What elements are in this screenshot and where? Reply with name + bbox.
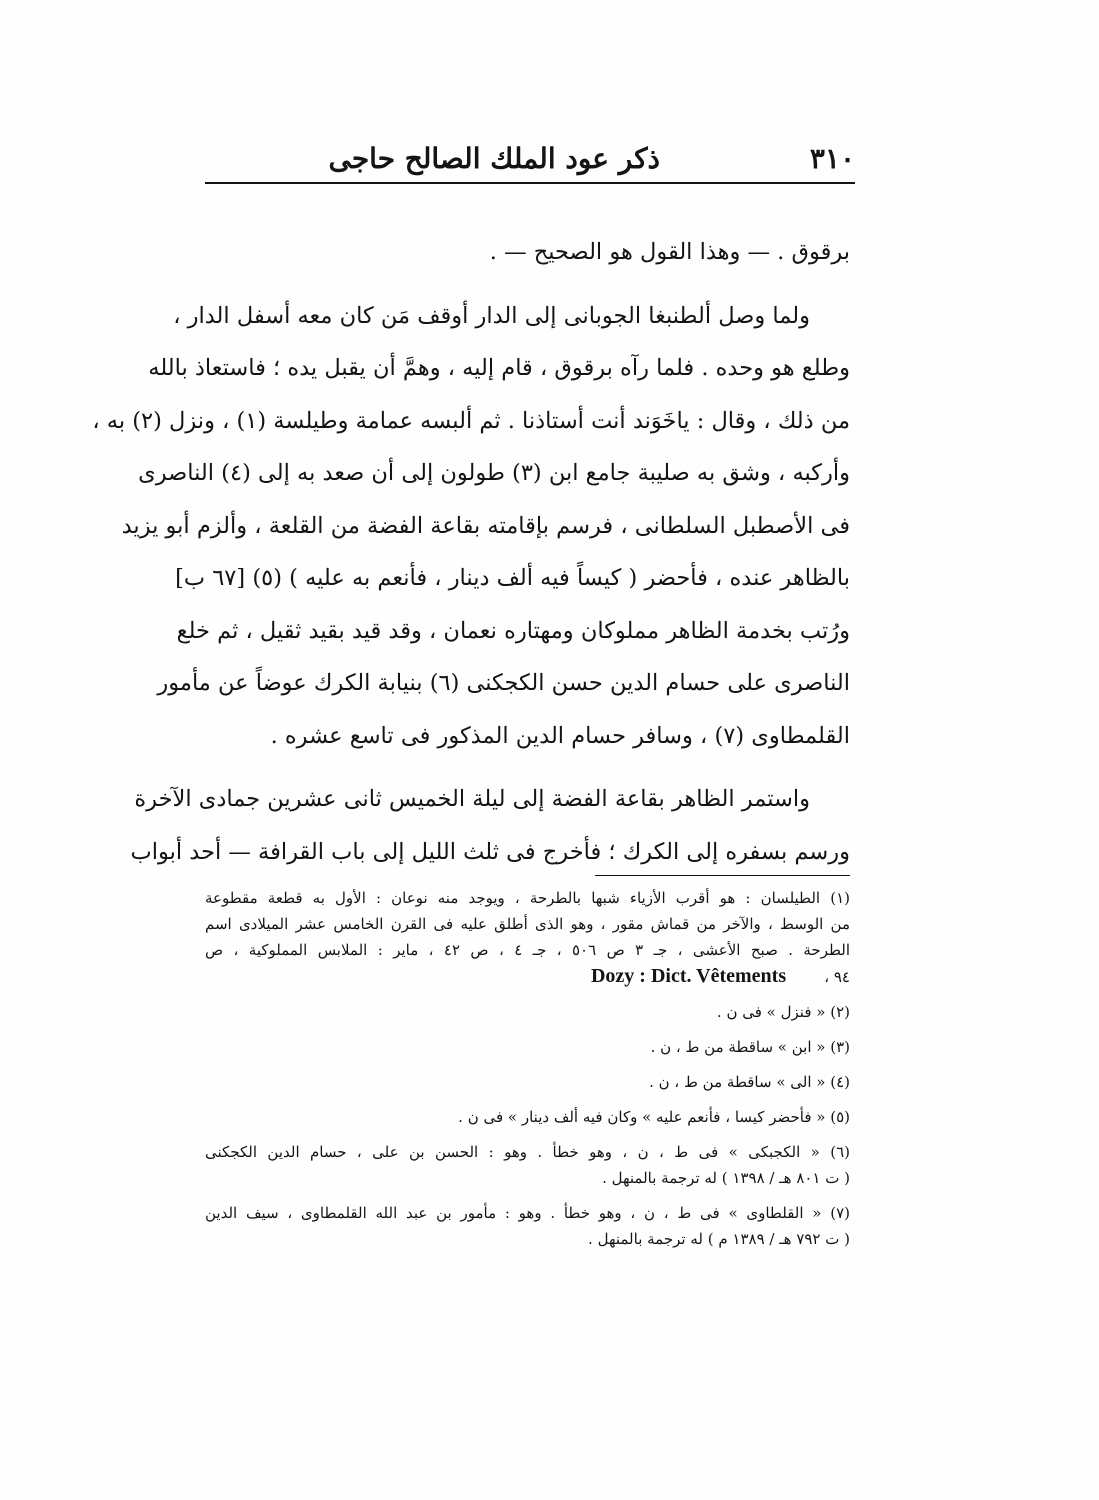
- page-header: [205, 138, 855, 178]
- text-line: ورسم بسفره إلى الكرك ؛ فأخرج فى ثلث الليل إلى باب القرافة — أحد أبواب: [130, 838, 850, 865]
- paragraph-1: [205, 226, 850, 279]
- footnote-1-page: ٩٤ ،: [824, 968, 850, 986]
- text-line: من ذلك ، وقال : ياخَوَند أنت أستاذنا . ثم ألبسه عمامة وطيلسة (١) ، ونزل (٢) به ،: [92, 407, 850, 434]
- footnote-4: (٤) « الى » ساقطة من ط ، ن .: [649, 1073, 850, 1091]
- header-rule: [205, 182, 855, 184]
- text-line: ورُتب بخدمة الظاهر مملوكان ومهتاره نعمان ، وقد قيد بقيد ثقيل ، ثم خلع: [176, 617, 850, 644]
- text-line: بالظاهر عنده ، فأحضر ( كيساً فيه ألف دينار ، فأنعم به عليه ) (٥) [٦٧ ب]: [175, 565, 850, 591]
- footnote-5: (٥) « فأحضر كيسا ، فأنعم عليه » وكان فيه ألف دينار » فى ن .: [458, 1108, 850, 1126]
- footnote-1-line: الطرحة . صبح الأعشى ، جـ ٣ ص ٥٠٦ ، جـ ٤ ، ص ٤٢ ، ماير : الملابس المملوكية ، ص: [205, 941, 851, 959]
- text-line: وأركبه ، وشق به صليبة جامع ابن (٣) طولون إلى أن صعد به إلى (٤) الناصرى: [138, 460, 850, 486]
- footnote-2: (٢) « فنزل » فى ن .: [716, 1003, 850, 1021]
- footnotes: [205, 885, 850, 1252]
- text-line: برقوق . — وهذا القول هو الصحيح — .: [489, 239, 850, 265]
- footnote-1-line: [205, 963, 850, 990]
- text-line: واستمر الظاهر بقاعة الفضة إلى ليلة الخميس ثانى عشرين جمادى الآخرة: [134, 786, 810, 812]
- text-line: القلمطاوى (٧) ، وسافر حسام الدين المذكور فى تاسع عشره .: [270, 722, 850, 749]
- text-line: ولما وصل ألطنبغا الجوبانى إلى الدار أوقف مَن كان معه أسفل الدار ،: [173, 302, 810, 329]
- footnote-1-latin-ref: Dozy : Dict. Vêtements: [590, 965, 787, 987]
- footnote-7-line: (٧) « القلطاوى » فى ط ، ن ، وهو خطأ . وهو : مأمور بن عبد الله القلمطاوى ، سيف الدين: [205, 1204, 850, 1222]
- main-text: [92, 226, 850, 878]
- paragraph-2: [92, 290, 850, 763]
- text-line: فى الأصطبل السلطانى ، فرسم بإقامته بقاعة الفضة من القلعة ، وألزم أبو يزيد: [121, 512, 850, 539]
- footnote-rule: [595, 875, 850, 876]
- text-line: الناصرى على حسام الدين حسن الكجكنى (٦) بنيابة الكرك عوضاً عن مأمور: [157, 670, 850, 696]
- footnote-1-line: (١) الطيلسان : هو أقرب الأزياء شبها بالطرحة ، ويوجد منه نوعان : الأول به قطعة مقطوعة: [205, 889, 850, 907]
- paragraph-3: [130, 773, 850, 878]
- running-title: ذكر عود الملك الصالح حاجى: [328, 142, 660, 175]
- footnote-7-line: ( ت ٧٩٢ هـ / ١٣٨٩ م ) له ترجمة بالمنهل .: [588, 1230, 850, 1248]
- page-number: ٣١٠: [809, 142, 855, 175]
- footnote-6-line: ( ت ٨٠١ هـ / ١٣٩٨ ) له ترجمة بالمنهل .: [602, 1169, 850, 1187]
- text-line: وطلع هو وحده . فلما رآه برقوق ، قام إليه ، وهمَّ أن يقبل يده ؛ فاستعاذ بالله: [148, 355, 850, 381]
- footnote-3: (٣) « ابن » ساقطة من ط ، ن .: [650, 1038, 850, 1056]
- footnote-1-line: من الوسط ، والآخر من قماش مقور ، وهو الذى أطلق عليه فى القرن الخامس عشر الميلادى اسم: [205, 915, 850, 933]
- footnote-6-line: (٦) « الكجبكى » فى ط ، ن ، وهو خطأ . وهو : الحسن بن على ، حسام الدين الكجكنى: [205, 1143, 850, 1161]
